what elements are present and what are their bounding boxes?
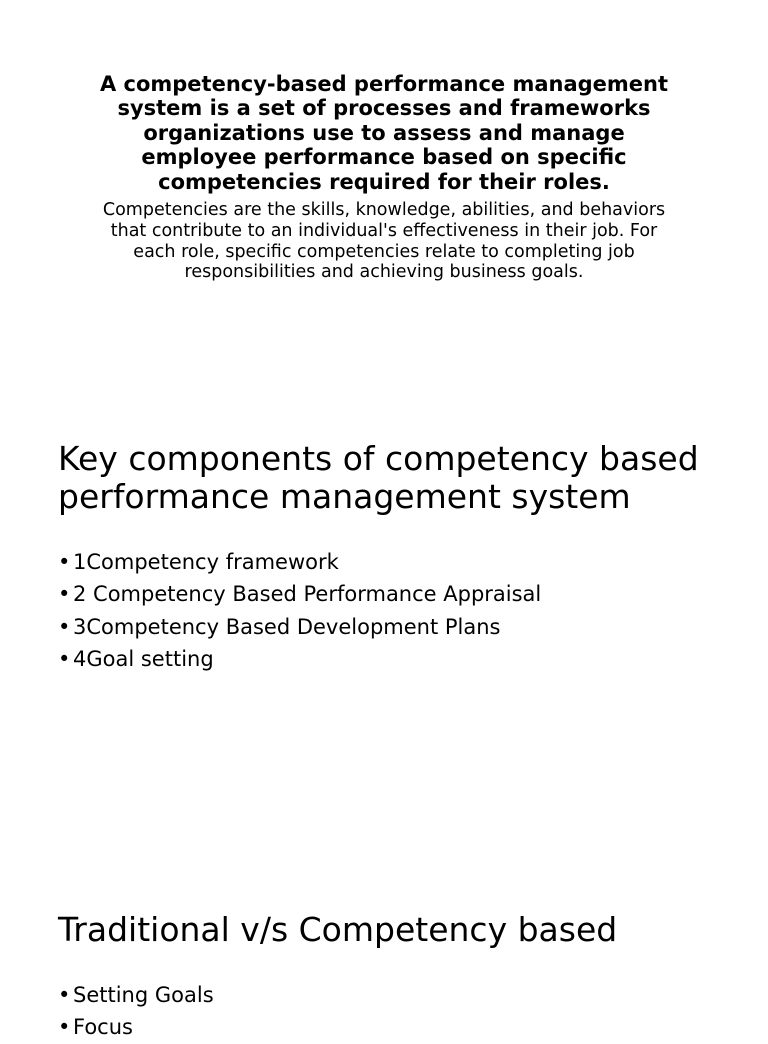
list-item-text: Setting Goals bbox=[73, 983, 214, 1007]
list-item bbox=[58, 1011, 718, 1043]
list-item-text: 4Goal setting bbox=[73, 647, 214, 672]
list-item-text: 2 Competency Based Performance Appraisal bbox=[73, 582, 542, 607]
bullet-icon: • bbox=[58, 647, 71, 672]
key-components-heading: Key components of competency based performance management system bbox=[58, 439, 699, 516]
bullet-icon: • bbox=[58, 983, 71, 1007]
list-item-text: 1Competency framework bbox=[73, 550, 339, 574]
bullet-icon: • bbox=[58, 550, 71, 574]
list-item bbox=[58, 979, 718, 1011]
bullet-icon: • bbox=[58, 614, 71, 639]
list-item-text: 3Competency Based Development Plans bbox=[73, 614, 501, 639]
key-components-list bbox=[58, 546, 718, 676]
intro-body: Competencies are the skills, knowledge, abilities, and behaviors that contribute to an individual's effectiveness in their job. For each role, specific competencies relate to completing job responsibilities and achieving business goals. bbox=[102, 200, 666, 283]
intro-section bbox=[96, 72, 672, 283]
list-item-text: Focus bbox=[73, 1015, 133, 1040]
bullet-icon: • bbox=[58, 1015, 71, 1040]
comparison-list bbox=[58, 979, 718, 1044]
bullet-icon: • bbox=[58, 582, 71, 607]
list-item bbox=[58, 643, 718, 675]
list-item bbox=[58, 578, 718, 610]
list-item bbox=[58, 611, 718, 643]
comparison-heading: Traditional v/s Competency based bbox=[58, 910, 618, 949]
list-item bbox=[58, 546, 718, 578]
intro-title: A competency-based performance management system is a set of processes and frameworks organizations use to assess and manage employee performance based on specific competencies required for their roles. bbox=[99, 72, 669, 194]
